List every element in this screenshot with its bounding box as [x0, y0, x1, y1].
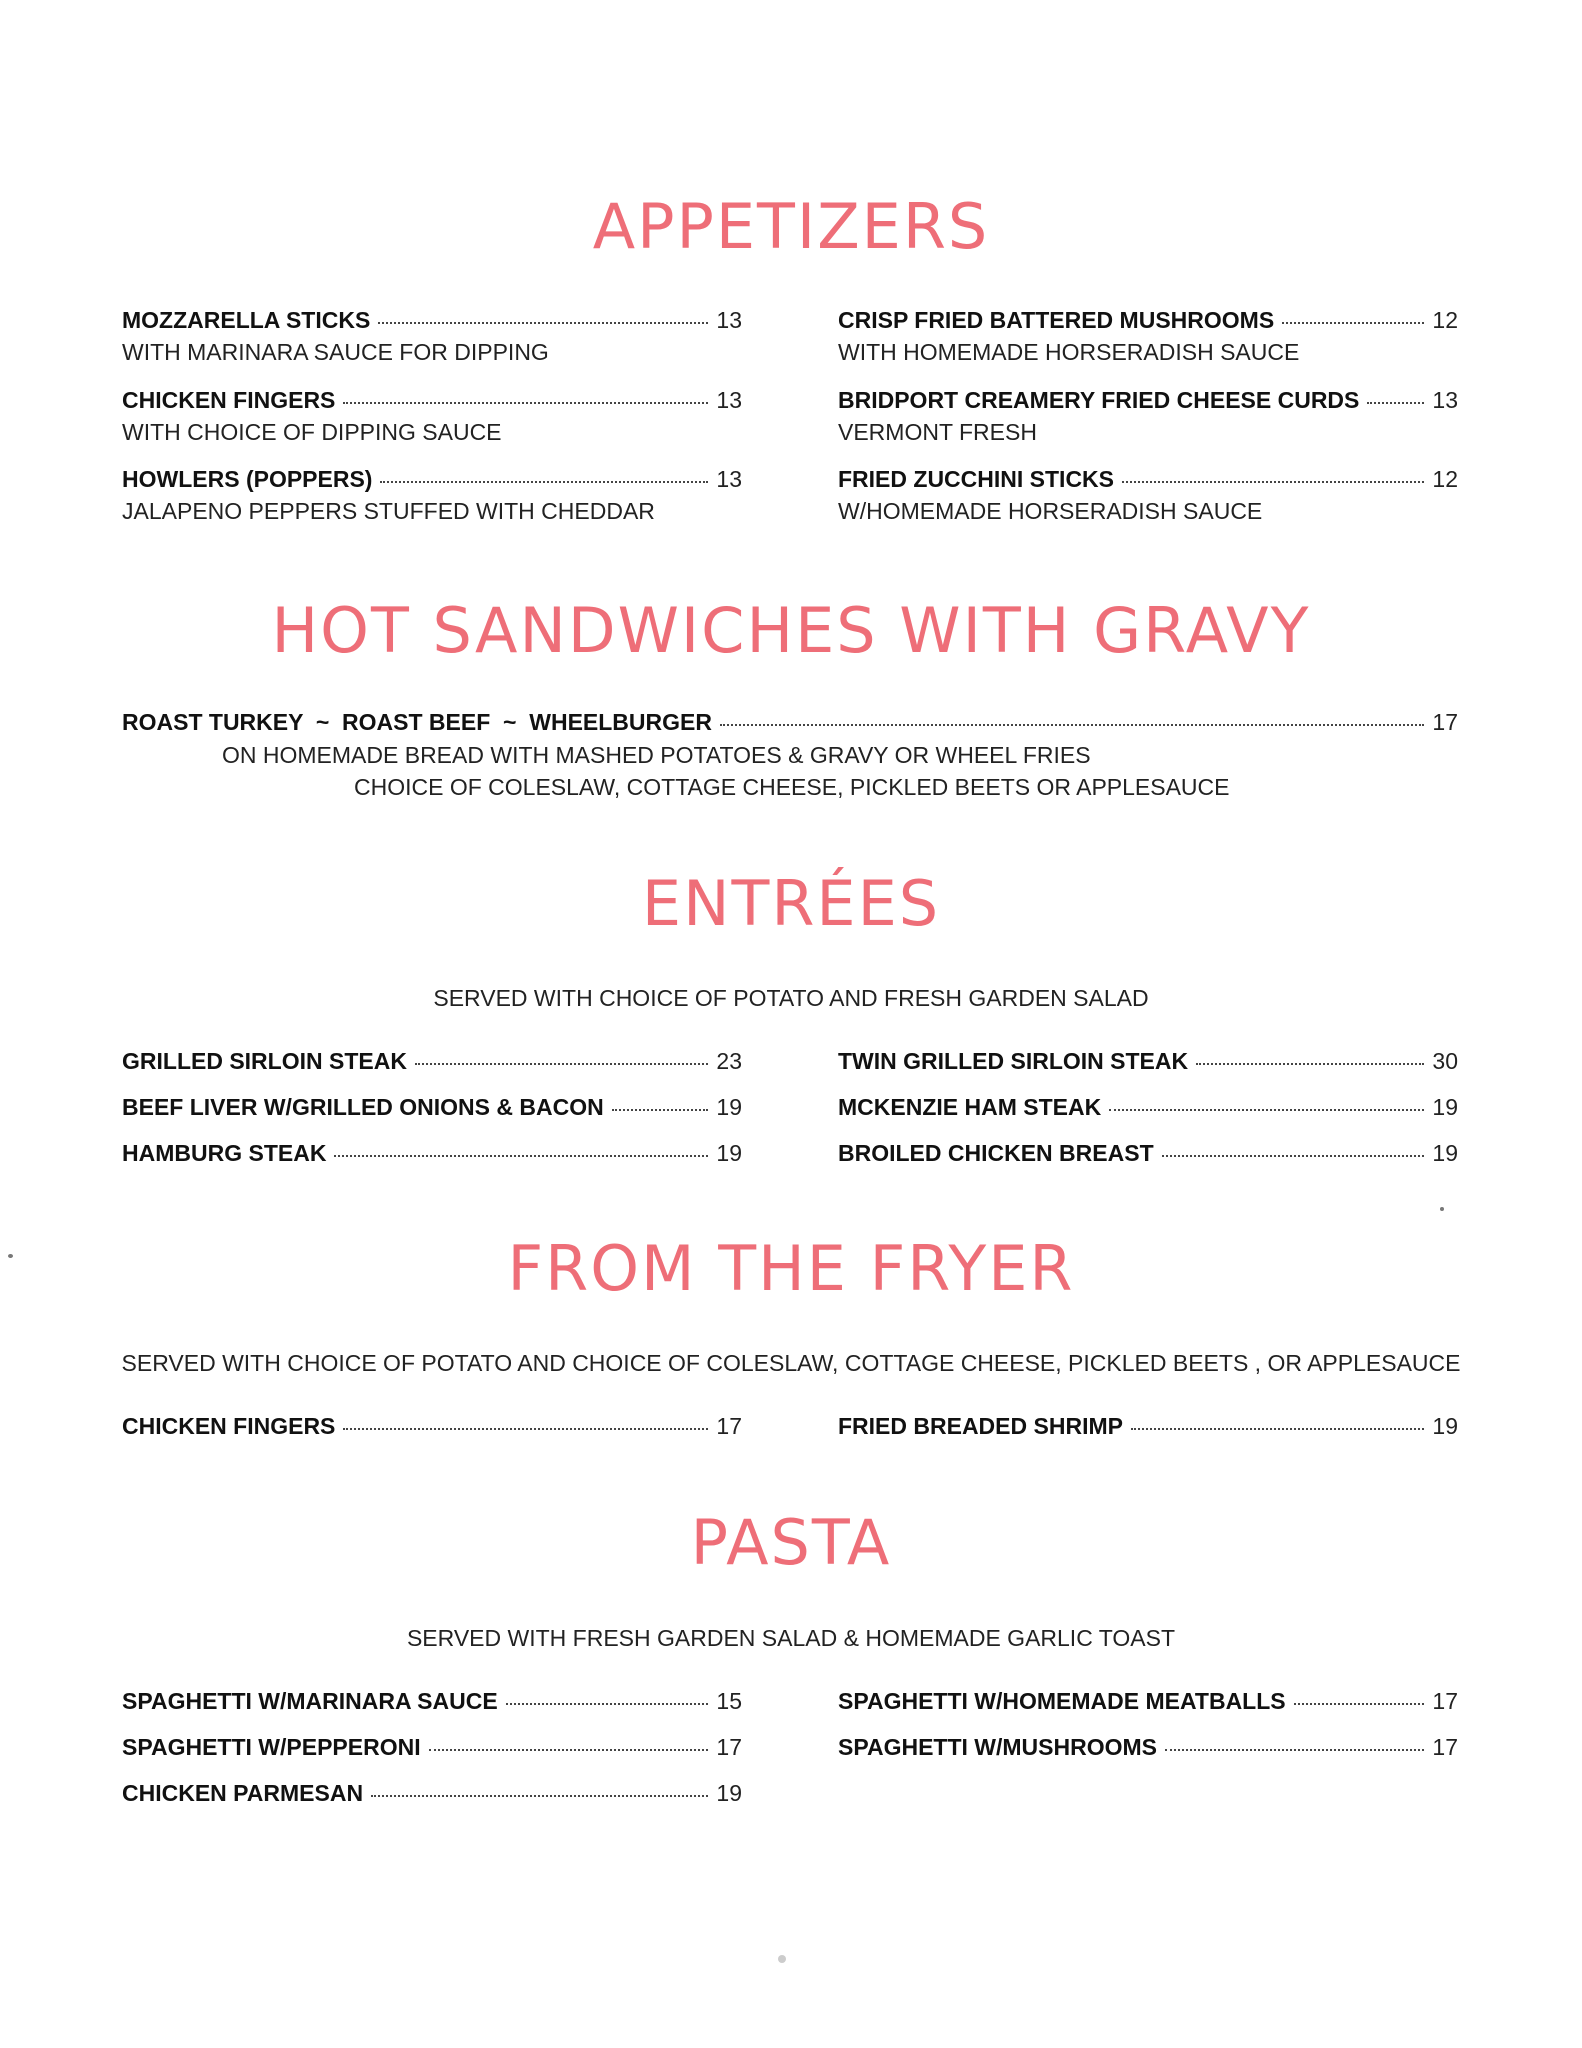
item-name: GRILLED SIRLOIN STEAK: [122, 1048, 407, 1074]
fryer-note: SERVED WITH CHOICE OF POTATO AND CHOICE OF COLESLAW, COTTAGE CHEESE, PICKLED BEETS , OR APPLESAUCE: [121, 1350, 1461, 1376]
hot-sandwiches-heading: HOT SANDWICHES WITH GRAVY: [271, 594, 1311, 667]
dot-leader: [1165, 1749, 1424, 1751]
item-description: WITH HOMEMADE HORSERADISH SAUCE: [838, 339, 1300, 365]
item-price: 12: [1432, 466, 1458, 492]
item-name: CHICKEN FINGERS: [122, 1413, 336, 1439]
item-name: BRIDPORT CREAMERY FRIED CHEESE CURDS: [838, 387, 1360, 413]
item-name: SPAGHETTI W/HOMEMADE MEATBALLS: [838, 1688, 1286, 1714]
item-price: 13: [716, 466, 742, 492]
item-price: 19: [1432, 1140, 1458, 1166]
dot-leader: [1294, 1703, 1424, 1705]
pasta-heading: PASTA: [690, 1506, 892, 1579]
dot-leader: [415, 1063, 708, 1065]
dot-leader: [1282, 322, 1424, 324]
menu-item: [122, 1142, 742, 1165]
dot-leader: [720, 724, 1424, 726]
menu-item: [838, 1690, 1458, 1713]
item-name: BEEF LIVER W/GRILLED ONIONS & BACON: [122, 1094, 604, 1120]
scan-speck: [8, 1254, 13, 1258]
item-name: BROILED CHICKEN BREAST: [838, 1140, 1154, 1166]
item-price: 23: [716, 1048, 742, 1074]
menu-item: [838, 1142, 1458, 1165]
item-price: 19: [716, 1094, 742, 1120]
menu-item: [122, 1096, 742, 1119]
dot-leader: [1109, 1109, 1424, 1111]
fryer-heading: FROM THE FRYER: [507, 1232, 1075, 1305]
item-name: TWIN GRILLED SIRLOIN STEAK: [838, 1048, 1189, 1074]
item-price: 19: [716, 1780, 742, 1806]
item-price: 17: [1432, 1734, 1458, 1760]
menu-item: [838, 1415, 1458, 1438]
item-name: MOZZARELLA STICKS: [122, 307, 371, 333]
item-name: HAMBURG STEAK: [122, 1140, 327, 1166]
scan-speck: [778, 1955, 786, 1963]
item-price: 17: [1432, 1688, 1458, 1714]
menu-item: [122, 309, 742, 332]
item-price: 17: [716, 1413, 742, 1439]
item-name: SPAGHETTI W/MARINARA SAUCE: [122, 1688, 498, 1714]
entrees-heading: ENTRÉES: [641, 867, 941, 940]
item-name: FRIED BREADED SHRIMP: [838, 1413, 1123, 1439]
entrees-note: SERVED WITH CHOICE OF POTATO AND FRESH GARDEN SALAD: [433, 985, 1149, 1011]
appetizers-heading: APPETIZERS: [592, 190, 990, 263]
item-name: HOWLERS (POPPERS): [122, 466, 373, 492]
item-price: 15: [716, 1688, 742, 1714]
item-name: SPAGHETTI W/MUSHROOMS: [838, 1734, 1158, 1760]
menu-item: [122, 1690, 742, 1713]
menu-item: [838, 468, 1458, 491]
item-name: SPAGHETTI W/PEPPERONI: [122, 1734, 421, 1760]
dot-leader: [1131, 1428, 1424, 1430]
dot-leader: [343, 1428, 708, 1430]
item-name: MCKENZIE HAM STEAK: [838, 1094, 1102, 1120]
item-price: 13: [1432, 387, 1458, 413]
dot-leader: [1122, 481, 1424, 483]
menu-item: [122, 1415, 742, 1438]
item-price: 19: [716, 1140, 742, 1166]
item-price: 13: [716, 387, 742, 413]
dot-leader: [429, 1749, 708, 1751]
item-name: FRIED ZUCCHINI STICKS: [838, 466, 1114, 492]
menu-item: [838, 1050, 1458, 1073]
item-description: JALAPENO PEPPERS STUFFED WITH CHEDDAR: [122, 498, 655, 524]
dot-leader: [343, 402, 708, 404]
dot-leader: [1196, 1063, 1424, 1065]
menu-item: [122, 711, 1458, 734]
menu-item: [122, 389, 742, 412]
item-name: CRISP FRIED BATTERED MUSHROOMS: [838, 307, 1275, 333]
item-price: 17: [716, 1734, 742, 1760]
item-price: 30: [1432, 1048, 1458, 1074]
dot-leader: [378, 322, 708, 324]
menu-item: [122, 1736, 742, 1759]
item-description: CHOICE OF COLESLAW, COTTAGE CHEESE, PICKLED BEETS OR APPLESAUCE: [354, 774, 1230, 800]
item-price: 13: [716, 307, 742, 333]
item-description: ON HOMEMADE BREAD WITH MASHED POTATOES & GRAVY OR WHEEL FRIES: [222, 742, 1091, 768]
menu-item: [838, 1096, 1458, 1119]
item-description: W/HOMEMADE HORSERADISH SAUCE: [838, 498, 1263, 524]
menu-item: [838, 309, 1458, 332]
dot-leader: [506, 1703, 708, 1705]
menu-item: [122, 1782, 742, 1805]
pasta-note: SERVED WITH FRESH GARDEN SALAD & HOMEMADE GARLIC TOAST: [406, 1625, 1176, 1651]
scan-speck: [1440, 1207, 1444, 1211]
item-name: CHICKEN PARMESAN: [122, 1780, 364, 1806]
dot-leader: [612, 1109, 708, 1111]
dot-leader: [380, 481, 708, 483]
item-price: 12: [1432, 307, 1458, 333]
item-price: 19: [1432, 1413, 1458, 1439]
item-name: ROAST TURKEY ~ ROAST BEEF ~ WHEELBURGER: [122, 709, 712, 735]
item-name: CHICKEN FINGERS: [122, 387, 336, 413]
item-price: 19: [1432, 1094, 1458, 1120]
item-description: VERMONT FRESH: [838, 419, 1037, 445]
item-description: WITH MARINARA SAUCE FOR DIPPING: [122, 339, 549, 365]
item-description: WITH CHOICE OF DIPPING SAUCE: [122, 419, 502, 445]
menu-item: [838, 1736, 1458, 1759]
menu-item: [122, 1050, 742, 1073]
dot-leader: [1162, 1155, 1424, 1157]
dot-leader: [371, 1795, 708, 1797]
menu-item: [838, 389, 1458, 412]
dot-leader: [1367, 402, 1424, 404]
menu-item: [122, 468, 742, 491]
dot-leader: [334, 1155, 708, 1157]
item-price: 17: [1432, 709, 1458, 735]
